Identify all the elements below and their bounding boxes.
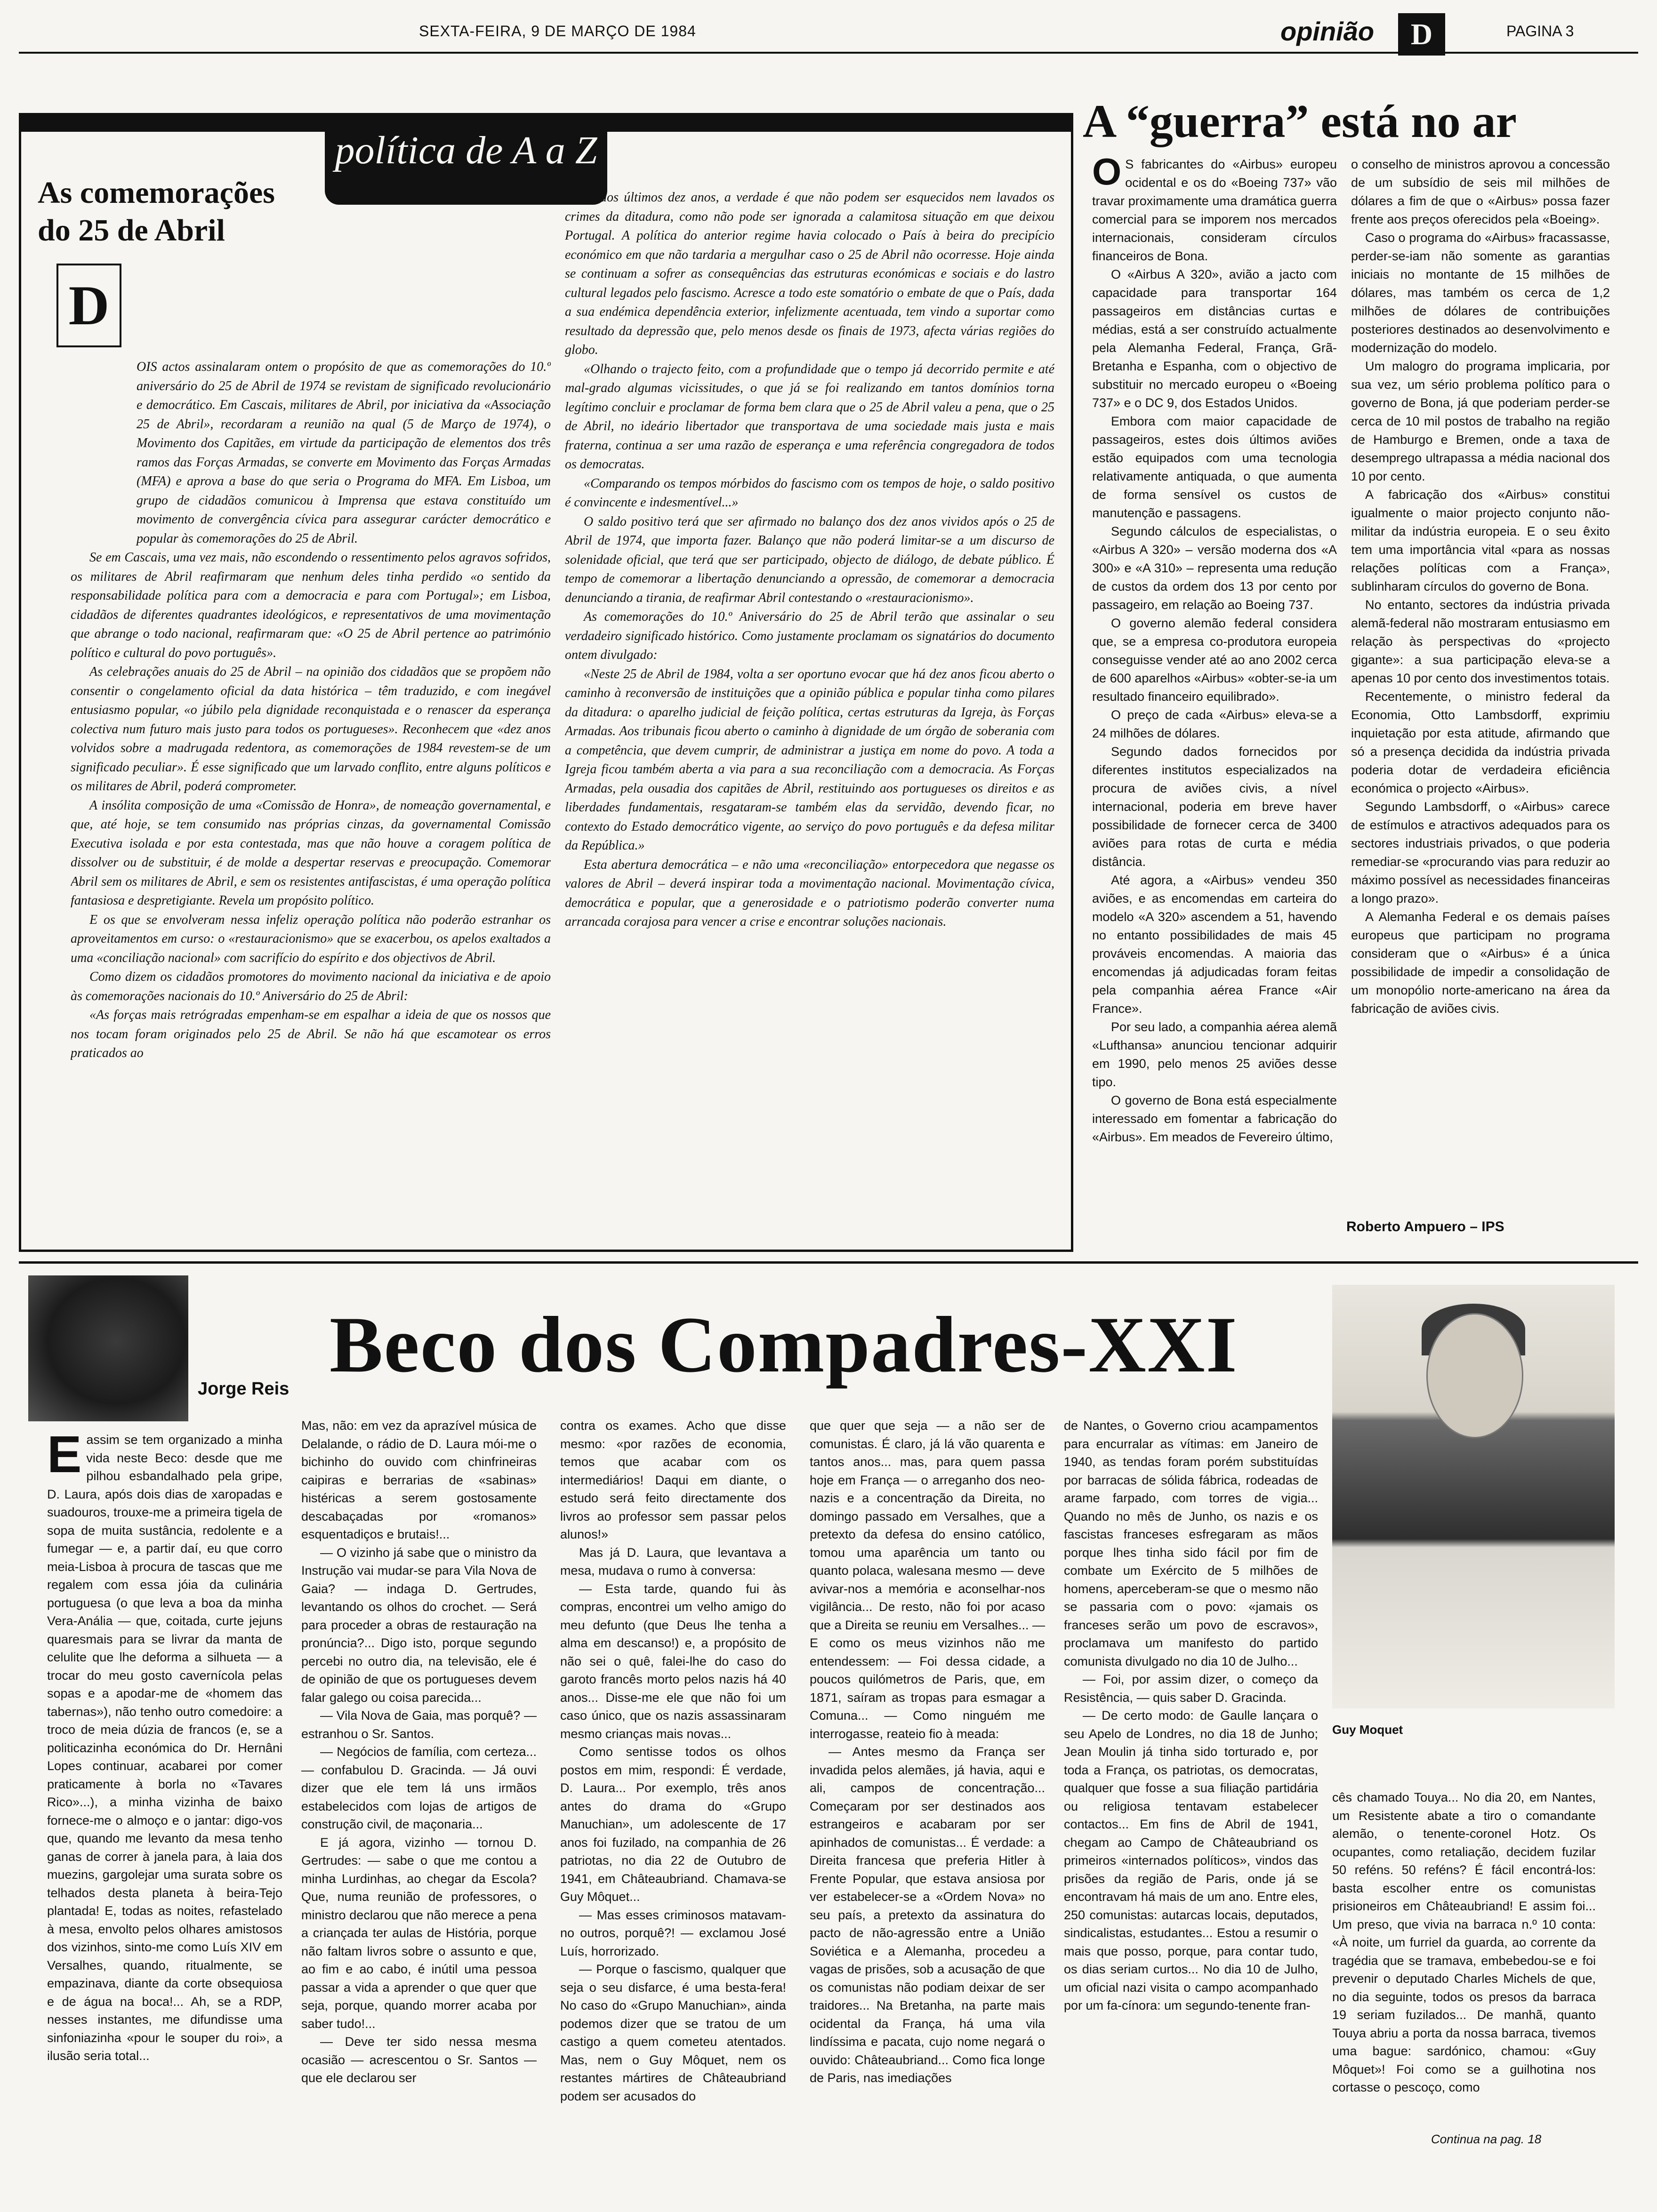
- guerra-byline: Roberto Ampuero – IPS: [1346, 1219, 1504, 1234]
- paragraph: cês chamado Touya... No dia 20, em Nantes, um Resistente abate a tiro o comandante alemão, o tenente-coronel Hotz. Os ocupantes, como retaliação, decidem fuzilar 50 reféns. 50 reféns? É fácil encontrá-los: basta escolher entre os comunistas prisioneiros em Châteaubriand! E assim foi... Um preso, que vivia na barraca n.º 10 conta: «À noite, um furriel da guarda, ao corrente da tragédia que se tramava, embebedou-se e foi prevenir o deputado Charles Michels de que, no dia seguinte, todos os presos da barraca 19 seriam fuzilados... De manhã, quanto Touya abriu a porta da nossa barraca, tivemos uma bague: sardónico, chamou: «Guy Môquet»! Foi como se a guilhotina nos cortasse o pescoço, como: [1332, 1790, 1596, 2094]
- paragraph: O governo de Bona está especialmente interessado em fomentar a fabricação do «Airbus». Em meados de Fevereiro último,: [1092, 1093, 1337, 1144]
- paragraph: Segundo Lambsdorff, o «Airbus» carece de estímulos e atractivos adequados para os sectores industriais privados, o que poderia remediar-se «procurando vias para reduzir ao máximo possível as necessidades financeiras a longo prazo».: [1351, 800, 1610, 906]
- paragraph: O preço de cada «Airbus» eleva-se a 24 milhões de dólares.: [1092, 708, 1337, 740]
- paragraph: — De certo modo: de Gaulle lançara o seu Apelo de Londres, no dia 18 de Junho; Jean Moulin já tinha sido torturado e, por toda a França, os patriotas, os democratas, qualquer que fosse a sua filiação partidária ou religiosa tentavam estabelecer contactos... Em fins de Abril de 1941, chegam ao Campo de Châteaubriand os primeiros «internados políticos», vindos das prisões da região de Paris, onde já se encontravam há mais de um ano. Entre eles, 250 comunistas: autarcas locais, deputados, sindicalistas, estudantes... Estou a resumir o mais que posso, porque, para contar tudo, os dias seriam curtos... No dia 10 de Julho, um oficial nazi visita o campo acompanhado por um fa-cínora: um segundo-tenente fran-: [1064, 1708, 1318, 2012]
- photo-caption: Guy Moquet: [1332, 1723, 1403, 1737]
- politica-dropcap: D: [56, 264, 121, 347]
- paragraph: — Mas esses criminosos matavam-no outros, porquê?! — exclamou José Luís, horrorizado.: [560, 1907, 786, 1958]
- paragraph: E já agora, vizinho — tornou D. Gertrudes: — sabe o que me contou a minha Lurdinhas, ao chegar da Escola? Que, numa reunião de professores, o ministro declarou que não merece a pena a criançada ter aulas de História, porque não faltam livros sobre o assunto e que, ao fim e ao cabo, é inútil uma pessoa passar a vida a aprender o que quer que seja, porque, quando morrer acaba por saber tudo!...: [301, 1835, 537, 2031]
- paragraph: — Esta tarde, quando fui às compras, encontrei um velho amigo do meu defunto (que Deus lhe tenha a alma em descanso!) e, a propósito de não sei o quê, falei-lhe do caso do garoto francês morto pelos nazis há 40 anos... Disse-me ele que não foi um caso único, que os nazis assassinaram mesmo crianças mais novas...: [560, 1581, 786, 1741]
- paragraph: Embora com maior capacidade de passageiros, estes dois últimos aviões estão equipados com uma tecnologia relativamente antiquada, o que aumenta de forma sensível os custos de manutenção e passagens.: [1092, 414, 1337, 520]
- paragraph: — O vizinho já sabe que o ministro da Instrução vai mudar-se para Vila Nova de Gaia? — indaga D. Gertrudes, levantando os olhos do crochet. — Será para proceder a obras de restauração na pronúncia?... Digo isto, porque segundo percebi no outro dia, na televisão, ele é de opinião de que os portugueses devem falar galego ou coisa parecida...: [301, 1545, 537, 1705]
- guerra-column-2: [1351, 155, 1610, 1200]
- paragraph: «Comparando os tempos mórbidos do fascismo com os tempos de hoje, o saldo positivo é convincente e indesmentível...»: [565, 476, 1054, 510]
- paragraph: A insólita composição de uma «Comissão de Honra», de nomeação governamental, e que, até hoje, se tem consumido nas próprias cinzas, da governamental Comissão Executiva isolada e por esta contestada, mas que não houve a coragem política de dissolver ou de substituir, é de molde a despertar reservas e preocupação. Comemorar Abril sem os militares de Abril, e sem os resistentes antifascistas, é uma operação política fantasiosa e despretigiante. Revela um propósito político.: [71, 798, 551, 908]
- paragraph: Como sentisse todos os olhos postos em mim, respondi: É verdade, D. Laura... Por exemplo, três anos antes do drama do «Grupo Manuchian», um adolescente de 17 anos foi fuzilado, na companhia de 26 patriotas, no dia 22 de Outubro de 1941, em Châteaubriand. Chamava-se Guy Môquet...: [560, 1745, 786, 1904]
- paragraph: Até agora, a «Airbus» vendeu 350 aviões, e as encomendas em carteira do modelo «A 320» ascendem a 51, havendo no entanto possibilidades de mais 45 prováveis encomendas. A maioria das encomendas já adjudicadas foram feitas pela companhia aérea France «Air France».: [1092, 873, 1337, 1016]
- beco-column-5: [1064, 1417, 1318, 2123]
- paragraph: Segundo cálculos de especialistas, o «Airbus A 320» – versão moderna dos «A 300» e «A 310» – representa uma redução de custos da ordem dos 13 por cento por passageiro, em relação ao Boeing 737.: [1092, 524, 1337, 612]
- paragraph: E os que se envolveram nessa infeliz operação política não poderão estranhar os aproveitamentos em curso: o «restauracionismo» que se exacerbou, os apelos exaltados a uma «conciliação nacional» com sacrifício do espírito e dos objectivos de Abril.: [71, 912, 551, 965]
- paragraph: Recentemente, o ministro federal da Economia, Otto Lambsdorff, exprimiu inquietação por esta atitude, afirmando que só a presença decidida da indústria privada poderia dotar de verdadeira eficiência económica o projecto «Airbus».: [1351, 689, 1610, 795]
- politica-headline: As comemorações do 25 de Abril: [38, 176, 275, 248]
- paragraph: «Neste 25 de Abril de 1984, volta a ser oportuno evocar que há dez anos ficou aberto o caminho à reconversão de instituições que a opinião pública e popular tinha como pilares da ditadura: o aparelho judicial de feição política, certas estruturas da Igreja, às Forças Armadas. Aos tribunais ficou aberto o caminho à dignidade de um órgão de soberania com a competência, que devem cumprir, de administrar a justiça em nome do povo. A toda a Igreja ficou também aberta a via para a sua reconciliação com a democracia. As Forças Armadas, pela ousadia dos capitães de Abril, restituindo aos portugueses os direitos e as liberdades fundamentais, resgataram-se também elas da servidão, devendo ficar, no contexto do Estado democrático vigente, ao serviço do povo português e da defesa militar da República.»: [565, 666, 1054, 853]
- paragraph: Mas, não: em vez da aprazível música de Delalande, o rádio de D. Laura mói-me o bichinho do ouvido com chinfrineiras caipiras e berrarias de «sabinas» histéricas a serem gostosamente descabaçadas por «romanos» esquentadiços e brutais!...: [301, 1419, 537, 1541]
- paragraph: Eassim se tem organizado a minha vida neste Beco: desde que me pilhou esbandalhado pela gripe, D. Laura, após dois dias de xaropadas e suadouros, trouxe-me a primeira tigela de sopa de muita sustância, redolente e a fumegar — e, a partir daí, eu que corro meia-Lisboa à procura de tascas que me regalem com essa jóia da culinária portuguesa (o que leva a boa da minha Vera-Anália — que, coitada, curte jejuns quaresmais para se livrar da manta de celulite que lhe deforma a silhueta — a trocar do meu gosto cavernícola pelas sopas e a apodar-me de «homem das tabernas»), não tenho outro comedoire: a troco de meia dúzia de francos (e, se a politicazinha económica do Dr. Hernâni Lopes continuar, acabarei por comer praticamente à borla no «Tavares Rico»...), a minha vizinha de baixo fornece-me o almoço e o jantar: digo-vos que, quando me levanto da mesa tenho ganas de correr à janela para, à laia dos muezins, gargolejar uma surata sobre os telhados desta planeta à beira-Tejo plantada! E, todas as noites, refastelado à mesa, envolto pelos olhares amistosos dos vizinhos, sinto-me como Luís XIV em Versalhes, quando, ritualmente, se empazinava, diante da corte obsequiosa e de água na boca!... Ah, se a RDP, nesses instantes, me difundisse uma sinfoniazinha «pour le souper du roi», a ilusão seria total...: [47, 1431, 282, 2063]
- newspaper-logo-icon: D: [1398, 13, 1445, 56]
- paragraph: Caso o programa do «Airbus» fracassasse, perder-se-iam não somente as garantias iniciais no montante de 15 milhões de dólares, mas também os cerca de 1,2 milhões de dólares de contribuições posteriores destinados ao desenvolvimento e modernização do modelo.: [1351, 231, 1610, 355]
- beco-headline: Beco dos Compadres-XXI: [330, 1300, 1238, 1389]
- beco-column-2: [301, 1417, 537, 2123]
- paragraph: Como dizem os cidadãos promotores do movimento nacional da iniciativa e de apoio às comemorações nacionais do 10.º Aniversário do 25 de Abril:: [71, 970, 551, 1003]
- paragraph: «As forças mais retrógradas empenham-se em espalhar a ideia de que os nossos que nos tocam foram originados pelo 25 de Abril. Se não há que escamotear os erros praticados ao: [71, 1008, 551, 1060]
- politica-column-1: [71, 264, 551, 1238]
- paragraph: de Nantes, o Governo criou acampamentos para encurralar as vítimas: em Janeiro de 1940, as tendas foram porém substituídas por barracas de sólida fábrica, rodeadas de arame farpado, com torres de vigia... Quando no mês de Junho, os nazis e os fascistas franceses esfregaram as mãos porque lhes tinha sido fácil por fim de combate um Exército de 5 milhões de homens, aperceberam-se que o mesmo não se passaria com o povo: «jamais os franceses serão um povo de escravos», proclamava um manifesto do partido comunista divulgado no dia 10 de Julho...: [1064, 1419, 1318, 1668]
- paragraph: No entanto, sectores da indústria privada alemã-federal não mostraram entusiasmo em relação às perspectivas do «projecto gigante»: a sua participação eleva-se a apenas 10 por cento dos investimentos totais.: [1351, 598, 1610, 685]
- paragraph: Um malogro do programa implicaria, por sua vez, um sério problema político para o governo de Bona, já que poderiam perder-se cerca de 10 mil postos de trabalho na região de Hamburgo e Bremen, onde a taxa de desemprego ultrapassa a média nacional dos 10 por cento.: [1351, 359, 1610, 483]
- guerra-dropcap: O: [1092, 155, 1122, 192]
- paragraph: O S fabricantes do «Airbus» europeu ocidental e os do «Boeing 737» vão travar proximamente uma dramática guerra comercial para se imporem nos mercados internacionais, consideram círculos financeiros de Bona.: [1092, 155, 1337, 263]
- beco-column-6: [1332, 1788, 1596, 2127]
- paragraph: Se em Cascais, uma vez mais, não escondendo o ressentimento pelos agravos sofridos, os militares de Abril reafirmaram que nenhum deles tinha perdido «o sentido da responsabilidade política para com a democracia e para com Portugal»; em Lisboa, cidadãos de diferentes quadrantes ideológicos, e representativos de uma movimentação que abrange o todo nacional, reafirmaram que: «O 25 de Abril pertence ao património político e cultural do povo português».: [71, 550, 551, 660]
- paragraph: — Negócios de família, com certeza... — confabulou D. Gracinda. — Já ouvi dizer que ele tem lá uns irmãos estabelecidos com lojas de artigos de construção civil, de maçonaria...: [301, 1745, 537, 1831]
- paragraph: o conselho de ministros aprovou a concessão de um subsídio de seis mil milhões de dólares a fim de que o «Airbus» possa fazer frente aos preços oferecidos pela «Boeing».: [1351, 157, 1610, 226]
- paragraph: As comemorações do 10.º Aniversário do 25 de Abril terão que assinalar o seu verdadeiro significado histórico. Como justamente proclamam os signatários do documento ontem divulgado:: [565, 609, 1054, 662]
- paragraph: — Vila Nova de Gaia, mas porquê? — estranhou o Sr. Santos.: [301, 1708, 537, 1741]
- author-portrait: [28, 1275, 188, 1421]
- paragraph: O governo alemão federal considera que, se a empresa co-produtora europeia conseguisse vender até ao ano 2002 cerca de 600 aparelhos «Airbus» «obter-se-ia um resultado financeiro equilibrado».: [1092, 616, 1337, 704]
- section-title: opinião: [1280, 16, 1375, 46]
- politica-column-2: [565, 188, 1054, 1238]
- paragraph: — Deve ter sido nessa mesma ocasião — acrescentou o Sr. Santos — que ele declarou ser: [301, 2035, 537, 2085]
- paragraph: Mas já D. Laura, que levantava a mesa, mudava o rumo à conversa:: [560, 1545, 786, 1578]
- beco-column-1: [47, 1431, 282, 2123]
- paragraph: O «Airbus A 320», avião a jacto com capacidade para transportar 164 passageiros em distâncias curtas e médias, está a ser construído actualmente pela Alemanha Federal, França, Grã-Bretanha e Espanha, com o objectivo de substituir no mercado europeu o «Boeing 737» e o DC 9, dos Estados Unidos.: [1092, 267, 1337, 410]
- paragraph: «Olhando o trajecto feito, com a profundidade que o tempo já decorrido permite e até mal-grado algumas vicissitudes, o que já se foi realizando em tantos domínios torna legítimo concluir e proclamar de forma bem clara que o 25 de Abril valeu a pena, que o 25 de Abril, no ideário libertador que transportava de uma sociedade mais justa e mais fraterna, continua a ser uma razão de esperança e uma referência congregadora de todos os democratas.: [565, 361, 1054, 472]
- politica-banner: política de A a Z: [325, 115, 607, 205]
- continued-note: Continua na pag. 18: [1431, 2132, 1542, 2146]
- author-name: Jorge Reis: [198, 1379, 290, 1399]
- beco-dropcap: E: [47, 1431, 82, 1483]
- paragraph: — Foi, por assim dizer, o começo da Resistência, — quis saber D. Gracinda.: [1064, 1672, 1318, 1705]
- paragraph: longo dos últimos dez anos, a verdade é que não podem ser esquecidos nem lavados os crimes da ditadura, como não pode ser ignorada a calamitosa situação em que deixou Portugal. A política do anterior regime havia colocado o País à beira do precipício económico em que não tardaria a mergulhar caso o 25 de Abril não ocorresse. Hoje ainda se continuam a sofrer as consequências das estruturas económicas e sociais e do lastro cultural legados pelo fascismo. Acresce a todo este somatório o embate de que o País, dada a sua endémica dependência exterior, infelizmente acentuada, tem vindo a suportar como resultado da depressão que, pelo menos desde os finais de 1973, afecta várias regiões do globo.: [565, 190, 1054, 357]
- paragraph: — Porque o fascismo, qualquer que seja o seu disfarce, é uma besta-fera! No caso do «Grupo Manuchian», ainda podemos dizer que se tratou de um castigo a quem cometeu atentados. Mas, nem o Guy Môquet, nem os restantes mártires de Châteaubriand podem ser acusados do: [560, 1962, 786, 2103]
- paragraph: Por seu lado, a companhia aérea alemã «Lufthansa» anunciou tencionar adquirir em 1990, pelo menos 25 aviões desse tipo.: [1092, 1020, 1337, 1089]
- beco-column-4: [810, 1417, 1045, 2123]
- paragraph: Esta abertura democrática – e não uma «reconciliação» entorpecedora que negasse os valores de Abril – deverá inspirar toda a movimentação nacional. Movimentação cívica, democrática e popular, que a generosidade e o patriotismo poderão converter numa arrancada corajosa para vencer a crise e encontrar soluções nacionais.: [565, 857, 1054, 929]
- paragraph: contra os exames. Acho que disse mesmo: «por razões de economia, temos que acabar com os intermediários! Daqui em diante, o estudo será feito directamente dos livros ao professor sem passar pelos alunos!»: [560, 1419, 786, 1541]
- paragraph: OIS actos assinalaram ontem o propósito de que as comemorações do 10.º aniversário do 25 de Abril de 1974 se revistam de significado revolucionário e democrático. Em Cascais, militares de Abril, por iniciativa da «Associação 25 de Abril», recordaram a reunião na qual (5 de Março de 1974), o Movimento dos Capitães, em virtude da participação de elementos dos três ramos das Forças Armadas, se converte em Movimento das Forças Armadas (MFA) e aprova a base do que seria o Programa do MFA. Em Lisboa, um grupo de cidadãos comunicou à Imprensa que estava constituído um movimento de convergência cívica para assegurar carácter democrático e popular às comemorações do 25 de Abril.: [137, 360, 551, 546]
- guy-moquet-photo: [1332, 1285, 1615, 1708]
- paragraph: A Alemanha Federal e os demais países europeus que participam no programa consideram que o «Airbus» é a única possibilidade de impedir a consolidação de um monopólio norte-americano na área da fabricação de aviões civis.: [1351, 910, 1610, 1016]
- page-number: PAGINA 3: [1506, 23, 1574, 40]
- paragraph: As celebrações anuais do 25 de Abril – na opinião dos cidadãos que se propõem não consentir o congelamento oficial da data histórica – têm traduzido, e com inegável entusiasmo popular, «o júbilo pela dignidade reconquistada e o renascer da esperança colectiva num futuro mais justo para todos os portugueses». Reconhecem que «dez anos volvidos sobre a madrugada redentora, as comemorações de 1984 revestem-se de um significado peculiar». É esse significado que um larvado conflito, entre alguns políticos e os militares de Abril, poderá comprometer.: [71, 665, 551, 793]
- guerra-column-1: [1092, 155, 1337, 1238]
- beco-column-3: [560, 1417, 786, 2123]
- paragraph: Segundo dados fornecidos por diferentes institutos especializados na procura de aviões civis, a nível internacional, poderia em breve haver possibilidade de fornecer cerca de 3400 aviões para rotas de curta e média distância.: [1092, 745, 1337, 869]
- photo-face: [1426, 1313, 1523, 1438]
- paragraph: — Antes mesmo da França ser invadida pelos alemães, já havia, aqui e ali, campos de concentração... Começaram por ser destinados aos estrangeiros e acabaram por ser apinhados de comunistas... É verdade: a Direita francesa que preferia Hitler à Frente Popular, que estava ansiosa por ver estabelecer-se a «Ordem Nova» no seu país, a pretexto da assinatura do pacto de não-agressão entre a União Soviética e a Alemanha, procedeu a vagas de prisões, sob a acusação de que os comunistas não podiam deixar de ser traidores... Na Bretanha, na parte mais ocidental da França, há uma vila lindíssima e pacata, cujo nome negará o ouvido: Châteaubriand... Como fica longe de Paris, nas imediações: [810, 1745, 1045, 2085]
- masthead-rule: [19, 52, 1638, 54]
- paragraph: A fabricação dos «Airbus» constitui igualmente o maior projecto conjunto não-militar da indústria europeia. E o seu êxito tem uma importância vital «para as nossas relações políticas com a França», sublinharam círculos do governo de Bona.: [1351, 488, 1610, 593]
- paragraph: que quer que seja — a não ser de comunistas. É claro, já lá vão quarenta e tantos anos... mas, para quem passa hoje em França — o arreganho dos neo-nazis e a concentração da Direita, no domingo passado em Versalhes, que a pretexto da defesa do ensino católico, tomou uma aparência um tanto ou quanto polaca, walesana mesmo — deve avivar-nos a memória e aconselhar-nos vigilância... De resto, não foi por acaso que a Direita se reuniu em Versalhes... — E como os meus vizinhos não me entendessem: — Foi dessa cidade, a poucos quilómetros de Paris, que, em 1871, saíram as tropas para esmagar a Comuna... — Como ninguém me interrogasse, reateio fio à meada:: [810, 1419, 1045, 1741]
- paragraph: O saldo positivo terá que ser afirmado no balanço dos dez anos vividos após o 25 de Abril de 1974, que importa fazer. Balanço que não poderá limitar-se a um discurso de solenidade oficial, que terá que ser participado, objecto de diálogo, de debate público. É tempo de comemorar a libertação denunciando a opressão, de comemorar a democracia denunciando a tirania, de reafirmar Abril contestando o «restauracionismo».: [565, 514, 1054, 605]
- issue-date: SEXTA-FEIRA, 9 DE MARÇO DE 1984: [419, 23, 696, 40]
- section-divider: [19, 1261, 1638, 1264]
- guerra-headline: A “guerra” está no ar: [1083, 95, 1517, 147]
